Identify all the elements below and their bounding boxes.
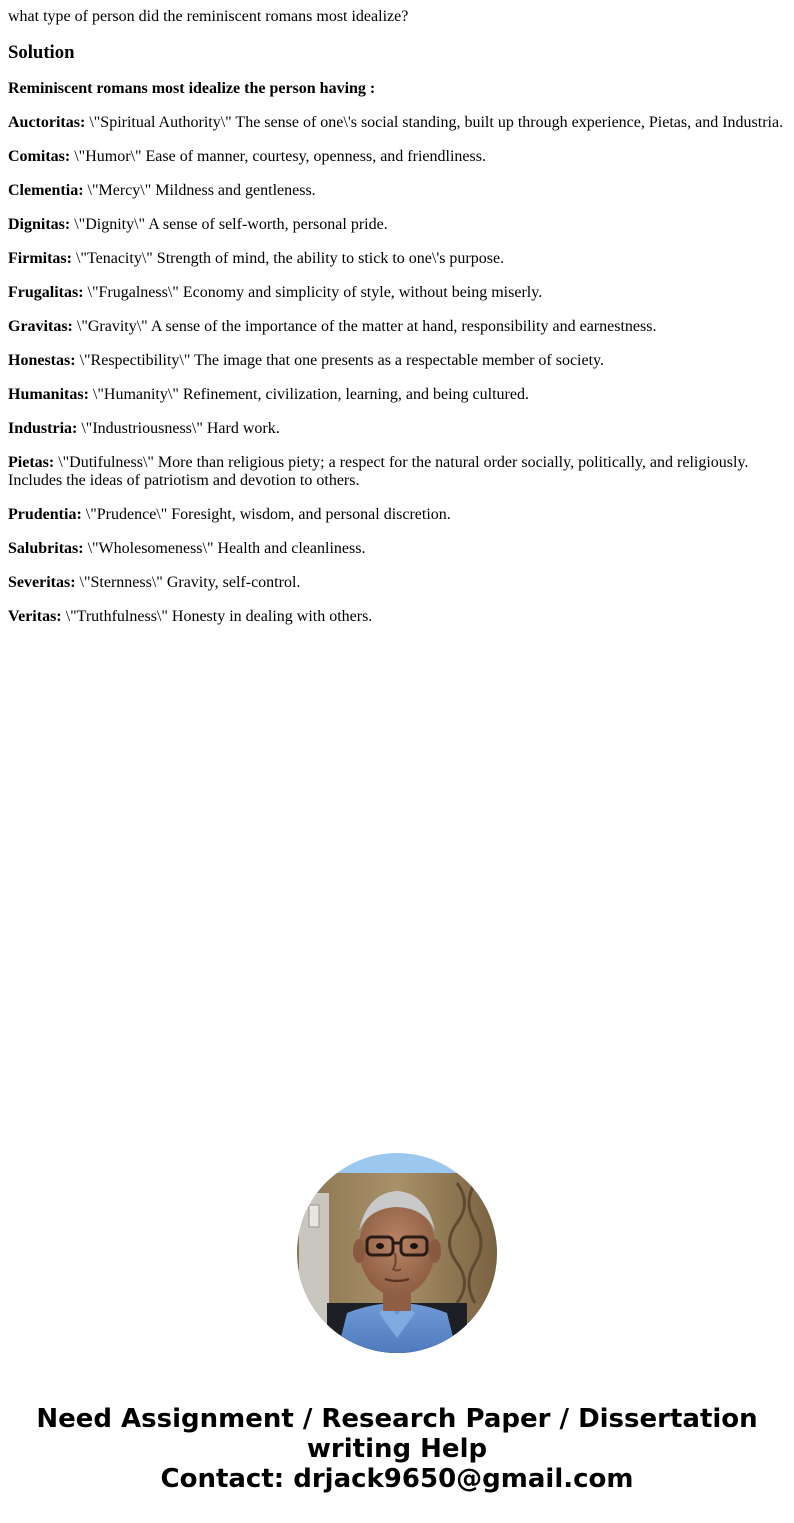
virtue-item — [8, 216, 788, 234]
virtue-description: \"Respectibility\" The image that one presents as a respectable member of society. — [75, 352, 605, 369]
virtue-list — [8, 114, 788, 626]
virtue-description: \"Humor\" Ease of manner, courtesy, openness, and friendliness. — [70, 148, 486, 165]
virtue-item — [8, 574, 788, 592]
virtue-term: Frugalitas: — [8, 284, 84, 301]
virtue-description: \"Dignity\" A sense of self-worth, personal pride. — [70, 216, 388, 233]
virtue-item — [8, 386, 788, 404]
avatar-portrait-image — [297, 1153, 497, 1353]
virtue-description: \"Truthfulness\" Honesty in dealing with others. — [61, 608, 373, 625]
virtue-description: \"Gravity\" A sense of the importance of the matter at hand, responsibility and earnestness. — [72, 318, 657, 335]
virtue-term: Clementia: — [8, 182, 84, 199]
virtue-item — [8, 114, 788, 132]
virtue-item — [8, 420, 788, 438]
virtue-description: \"Wholesomeness\" Health and cleanliness. — [83, 540, 366, 557]
virtue-description: \"Sternness\" Gravity, self-control. — [75, 574, 301, 591]
virtue-term: Gravitas: — [8, 318, 73, 335]
virtue-description: \"Industriousness\" Hard work. — [77, 420, 280, 437]
virtue-term: Pietas: — [8, 454, 55, 471]
virtue-item — [8, 182, 788, 200]
virtue-term: Auctoritas: — [8, 114, 86, 131]
virtue-item — [8, 454, 788, 490]
footer-line-2: writing Help — [306, 1434, 488, 1464]
virtue-description: \"Tenacity\" Strength of mind, the ability to stick to one\'s purpose. — [71, 250, 505, 267]
avatar — [297, 1153, 497, 1353]
virtue-description: \"Spiritual Authority\" The sense of one\'s social standing, built up through experience, Pietas, and Industria. — [85, 114, 784, 131]
virtue-item — [8, 352, 788, 370]
virtue-item — [8, 506, 788, 524]
virtue-description: \"Frugalness\" Economy and simplicity of style, without being miserly. — [83, 284, 543, 301]
virtue-term: Humanitas: — [8, 386, 89, 403]
virtue-term: Firmitas: — [8, 250, 72, 267]
virtue-item — [8, 540, 788, 558]
document-content — [8, 8, 788, 642]
virtue-item — [8, 148, 788, 166]
virtue-item — [8, 284, 788, 302]
virtue-term: Honestas: — [8, 352, 76, 369]
virtue-description: \"Dutifulness\" More than religious piety; a respect for the natural order socially, politically, and religiously. Includes the ideas of patriotism and devotion to others. — [8, 454, 749, 489]
virtue-term: Veritas: — [8, 608, 62, 625]
virtue-item — [8, 608, 788, 626]
virtue-term: Severitas: — [8, 574, 76, 591]
virtue-term: Dignitas: — [8, 216, 71, 233]
question-text: what type of person did the reminiscent romans most idealize? — [8, 8, 409, 25]
virtue-term: Salubritas: — [8, 540, 84, 557]
intro-text: Reminiscent romans most idealize the person having : — [8, 80, 376, 97]
virtue-description: \"Humanity\" Refinement, civilization, learning, and being cultured. — [88, 386, 529, 403]
footer-line-3: Contact: drjack9650@gmail.com — [160, 1464, 634, 1494]
virtue-term: Prudentia: — [8, 506, 82, 523]
virtue-description: \"Prudence\" Foresight, wisdom, and personal discretion. — [81, 506, 451, 523]
virtue-term: Industria: — [8, 420, 78, 437]
solution-heading: Solution — [8, 42, 75, 63]
virtue-item — [8, 318, 788, 336]
footer-line-1: Need Assignment / Research Paper / Dissertation — [36, 1404, 758, 1434]
virtue-description: \"Mercy\" Mildness and gentleness. — [83, 182, 316, 199]
footer-contact-banner — [0, 1404, 794, 1494]
virtue-term: Comitas: — [8, 148, 71, 165]
virtue-item — [8, 250, 788, 268]
